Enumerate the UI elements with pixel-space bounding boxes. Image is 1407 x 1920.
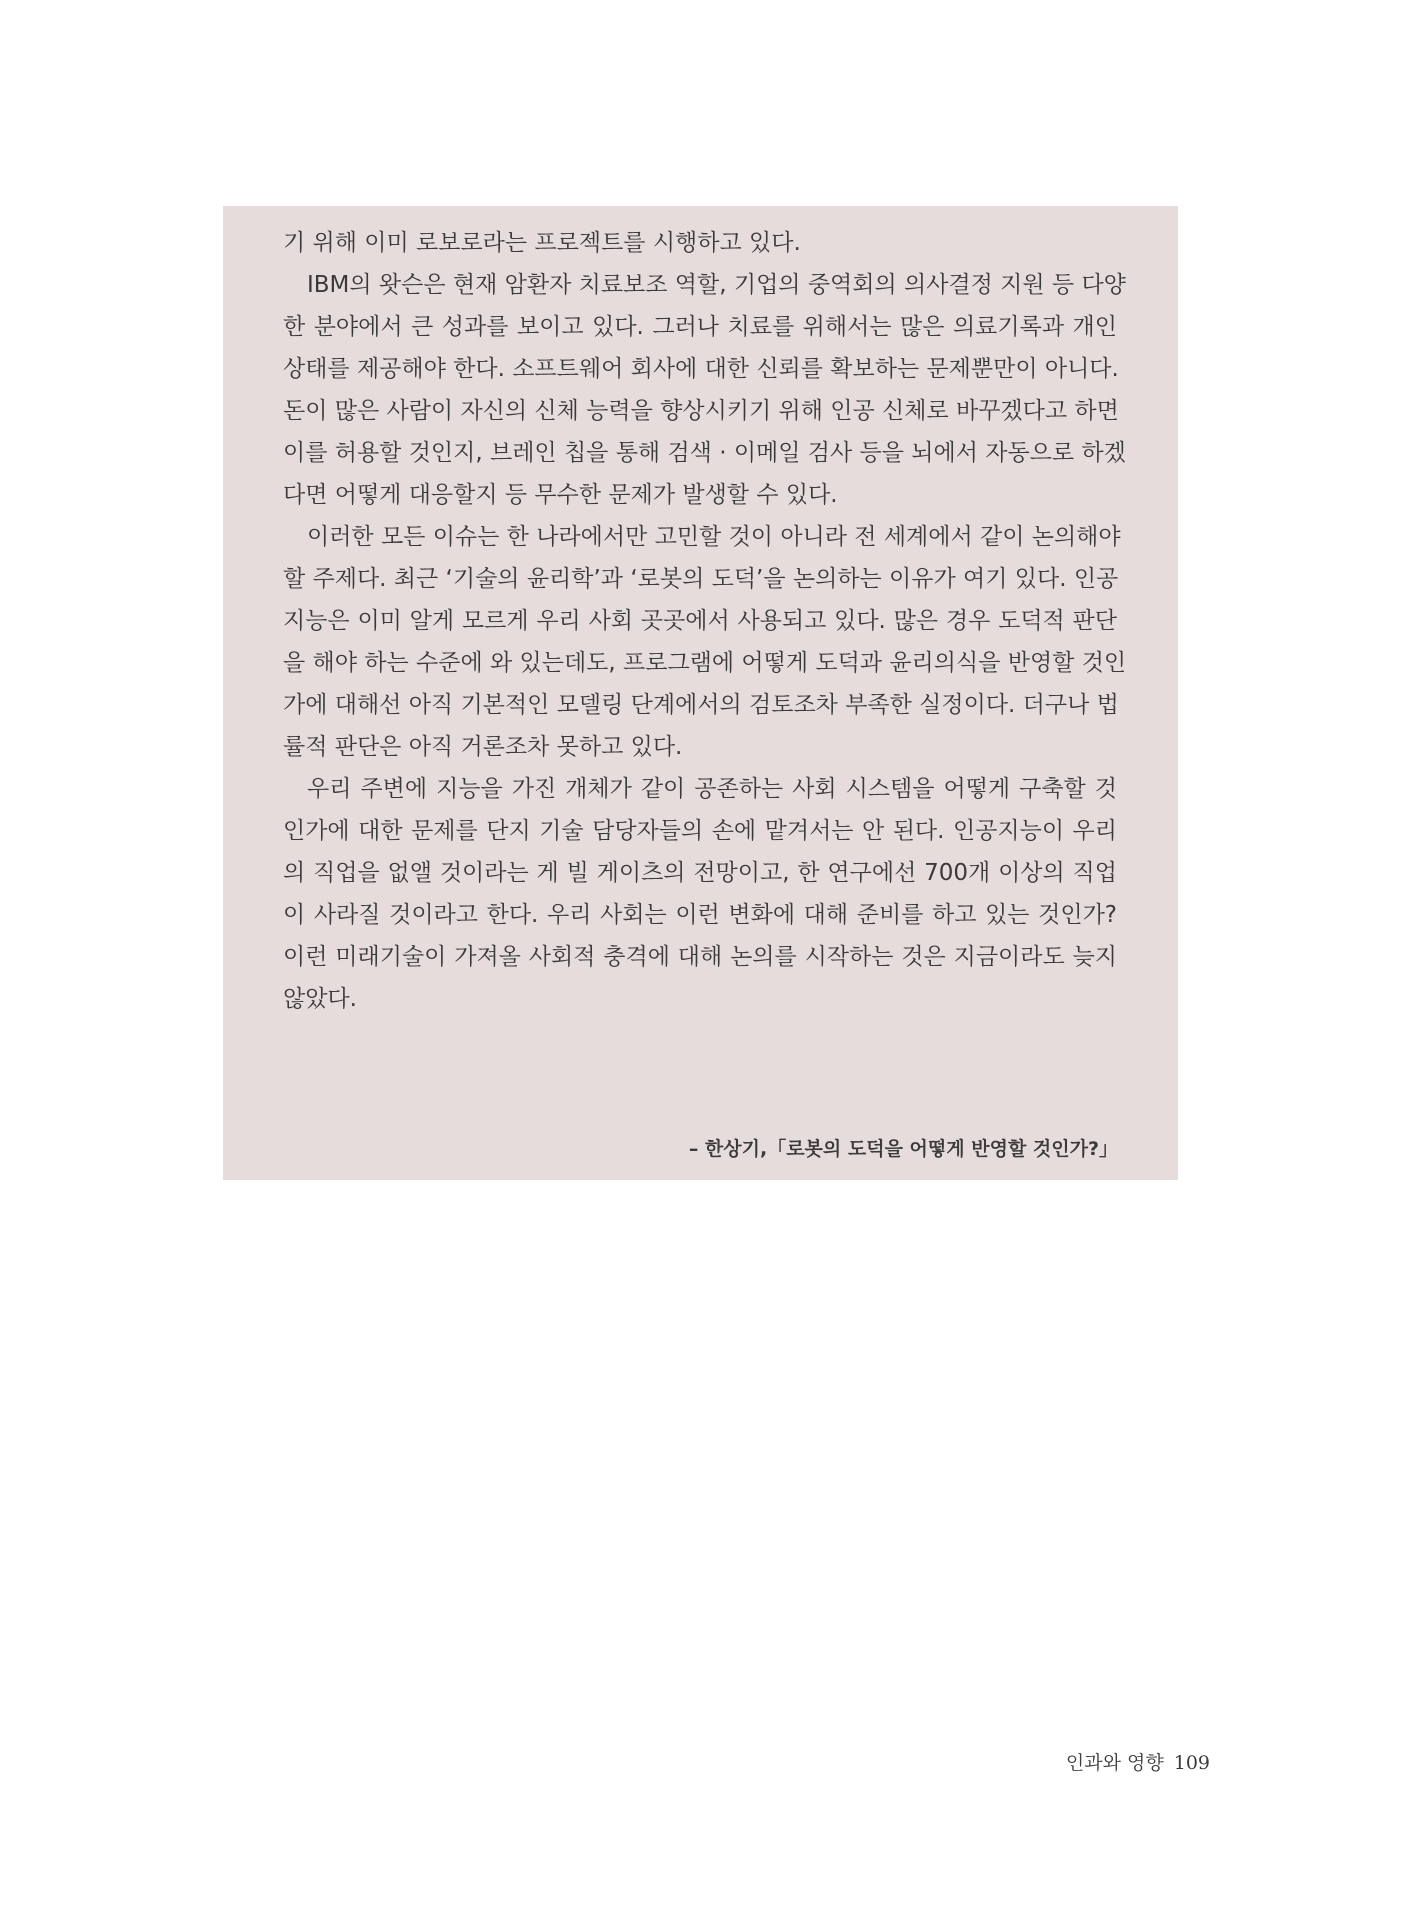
- page-footer: [1066, 1748, 1210, 1775]
- page-number: 109: [1173, 1752, 1210, 1774]
- quote-line: 이 사라질 것이라고 한다. 우리 사회는 이런 변화에 대해 준비를 하고 있는 것인가?: [283, 902, 1117, 928]
- quote-line: 돈이 많은 사람이 자신의 신체 능력을 향상시키기 위해 인공 신체로 바꾸겠다고 하면: [283, 398, 1119, 424]
- quote-line: 한 분야에서 큰 성과를 보이고 있다. 그러나 치료를 위해서는 많은 의료기록과 개인: [283, 314, 1117, 340]
- quote-line: 지능은 이미 알게 모르게 우리 사회 곳곳에서 사용되고 있다. 많은 경우 도덕적 판단: [283, 608, 1117, 634]
- quote-box: [223, 206, 1178, 1180]
- quote-line: 않았다.: [283, 986, 357, 1012]
- quote-line: 인가에 대한 문제를 단지 기술 담당자들의 손에 맡겨서는 안 된다. 인공지능이 우리: [283, 818, 1117, 844]
- quote-line: 률적 판단은 아직 거론조차 못하고 있다.: [283, 734, 683, 760]
- quote-line: 우리 주변에 지능을 가진 개체가 같이 공존하는 사회 시스템을 어떻게 구축할 것: [307, 776, 1117, 802]
- quote-line: 의 직업을 없앨 것이라는 게 빌 게이츠의 전망이고, 한 연구에선 700개 이상의 직업: [283, 860, 1117, 886]
- quote-line: 다면 어떻게 대응할지 등 무수한 문제가 발생할 수 있다.: [283, 482, 838, 508]
- quote-line: IBM의 왓슨은 현재 암환자 치료보조 역할, 기업의 중역회의 의사결정 지원 등 다양: [307, 272, 1126, 298]
- quote-line: 이런 미래기술이 가져올 사회적 충격에 대해 논의를 시작하는 것은 지금이라도 늦지: [283, 944, 1117, 970]
- quote-line: 가에 대해선 아직 기본적인 모델링 단계에서의 검토조차 부족한 실정이다. 더구나 법: [283, 692, 1119, 718]
- footer-section-title: 인과와 영향: [1065, 1752, 1164, 1774]
- quote-line: 상태를 제공해야 한다. 소프트웨어 회사에 대한 신뢰를 확보하는 문제뿐만이 아니다.: [283, 356, 1119, 382]
- quote-body: [283, 222, 1127, 1020]
- quote-line: 할 주제다. 최근 ‘기술의 윤리학’과 ‘로봇의 도덕’을 논의하는 이유가 여기 있다. 인공: [283, 566, 1119, 592]
- quote-line: 이러한 모든 이슈는 한 나라에서만 고민할 것이 아니라 전 세계에서 같이 논의해야: [307, 524, 1121, 550]
- quote-line: 이를 허용할 것인지, 브레인 칩을 통해 검색 · 이메일 검사 등을 뇌에서 자동으로 하겠: [283, 440, 1126, 466]
- quote-line: 기 위해 이미 로보로라는 프로젝트를 시행하고 있다.: [283, 230, 801, 256]
- quote-source: – 한상기,「로봇의 도덕을 어떻게 반영할 것인가?」: [688, 1138, 1118, 1160]
- quote-line: 을 해야 하는 수준에 와 있는데도, 프로그램에 어떻게 도덕과 윤리의식을 반영할 것인: [283, 650, 1127, 676]
